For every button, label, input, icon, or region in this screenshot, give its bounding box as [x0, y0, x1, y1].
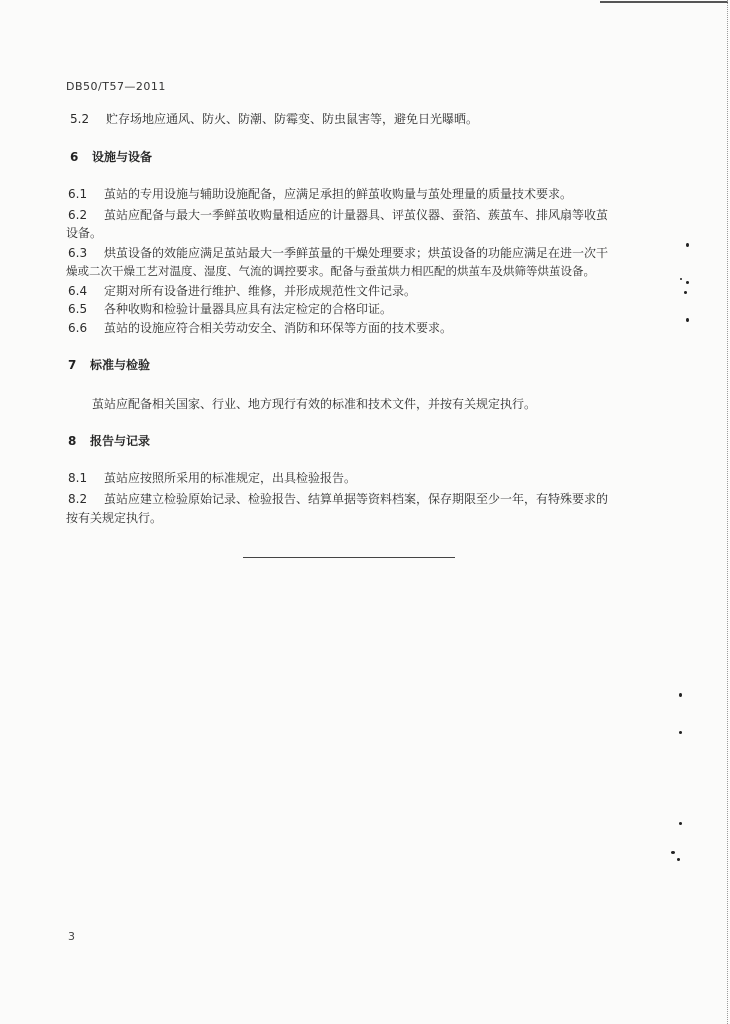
- clause-number: 6.4: [68, 284, 88, 298]
- section-number: 7: [68, 358, 77, 372]
- clause-6-4: [68, 282, 416, 299]
- clause-number: 6.6: [68, 321, 88, 335]
- clause-number: 6.3: [68, 246, 88, 260]
- clause-number: 8.2: [68, 492, 88, 506]
- section-number: 6: [70, 150, 79, 164]
- clause-8-2: [68, 490, 608, 507]
- clause-text: 烘茧设备的效能应满足茧站最大一季鲜茧量的干燥处理要求；烘茧设备的功能应满足在进一次干: [104, 246, 609, 260]
- clause-text: 茧站的设施应符合相关劳动安全、消防和环保等方面的技术要求。: [104, 321, 453, 335]
- scan-speck: [684, 291, 687, 294]
- scan-speck: [679, 693, 682, 697]
- clause-6-5: [68, 300, 392, 317]
- scan-speck: [686, 281, 689, 284]
- scan-speck: [677, 858, 680, 861]
- clause-8-2-continuation: 按有关规定执行。: [66, 511, 163, 525]
- clause-text: 各种收购和检验计量器具应具有法定检定的合格印证。: [104, 302, 393, 316]
- clause-8-1: [68, 469, 356, 486]
- section-number: 8: [68, 434, 77, 448]
- clause-text: 贮存场地应通风、防火、防潮、防霉变、防虫鼠害等，避免日光曝晒。: [106, 112, 479, 126]
- section-title: 设施与设备: [92, 150, 153, 164]
- scan-speck: [686, 318, 689, 322]
- section-heading-8: [68, 432, 150, 449]
- clause-number: 6.5: [68, 302, 88, 316]
- clause-5-2: [70, 110, 478, 127]
- clause-6-1: [68, 185, 572, 202]
- clause-6-6: [68, 319, 452, 336]
- document-code: DB50/T57—2011: [66, 80, 166, 93]
- clause-number: 6.1: [68, 187, 88, 201]
- clause-text: 定期对所有设备进行维护、维修，并形成规范性文件记录。: [104, 284, 417, 298]
- clause-6-3-continuation: 燥或二次干燥工艺对温度、湿度、气流的调控要求。配备与蚕茧烘力相匹配的烘茧车及烘筛等烘茧设备。: [66, 264, 595, 278]
- top-edge-rule: [600, 1, 728, 3]
- section-heading-6: [70, 148, 152, 165]
- clause-text: 茧站应建立检验原始记录、检验报告、结算单据等资料档案，保存期限至少一年，有特殊要求的: [104, 492, 609, 506]
- end-of-document-rule: [243, 557, 455, 558]
- clause-text: 茧站应按照所采用的标准规定，出具检验报告。: [104, 471, 357, 485]
- clause-6-2-continuation: 设备。: [66, 226, 103, 240]
- clause-number: 6.2: [68, 208, 88, 222]
- scan-speck: [686, 243, 689, 247]
- scan-speck: [680, 278, 682, 280]
- clause-6-2: [68, 206, 608, 223]
- section-7-paragraph: 茧站应配备相关国家、行业、地方现行有效的标准和技术文件，并按有关规定执行。: [92, 397, 537, 411]
- scan-speck: [671, 851, 675, 854]
- clause-number: 5.2: [70, 112, 90, 126]
- scan-edge: [725, 0, 728, 1024]
- scan-speck: [679, 822, 682, 825]
- clause-6-3: [68, 244, 608, 261]
- section-title: 报告与记录: [90, 434, 151, 448]
- section-title: 标准与检验: [90, 358, 151, 372]
- section-heading-7: [68, 356, 150, 373]
- page-number: 3: [68, 930, 75, 943]
- scan-speck: [679, 731, 682, 734]
- clause-text: 茧站应配备与最大一季鲜茧收购量相适应的计量器具、评茧仪器、蚕箔、蔟茧车、排风扇等收茧: [104, 208, 609, 222]
- clause-text: 茧站的专用设施与辅助设施配备，应满足承担的鲜茧收购量与茧处理量的质量技术要求。: [104, 187, 573, 201]
- clause-number: 8.1: [68, 471, 88, 485]
